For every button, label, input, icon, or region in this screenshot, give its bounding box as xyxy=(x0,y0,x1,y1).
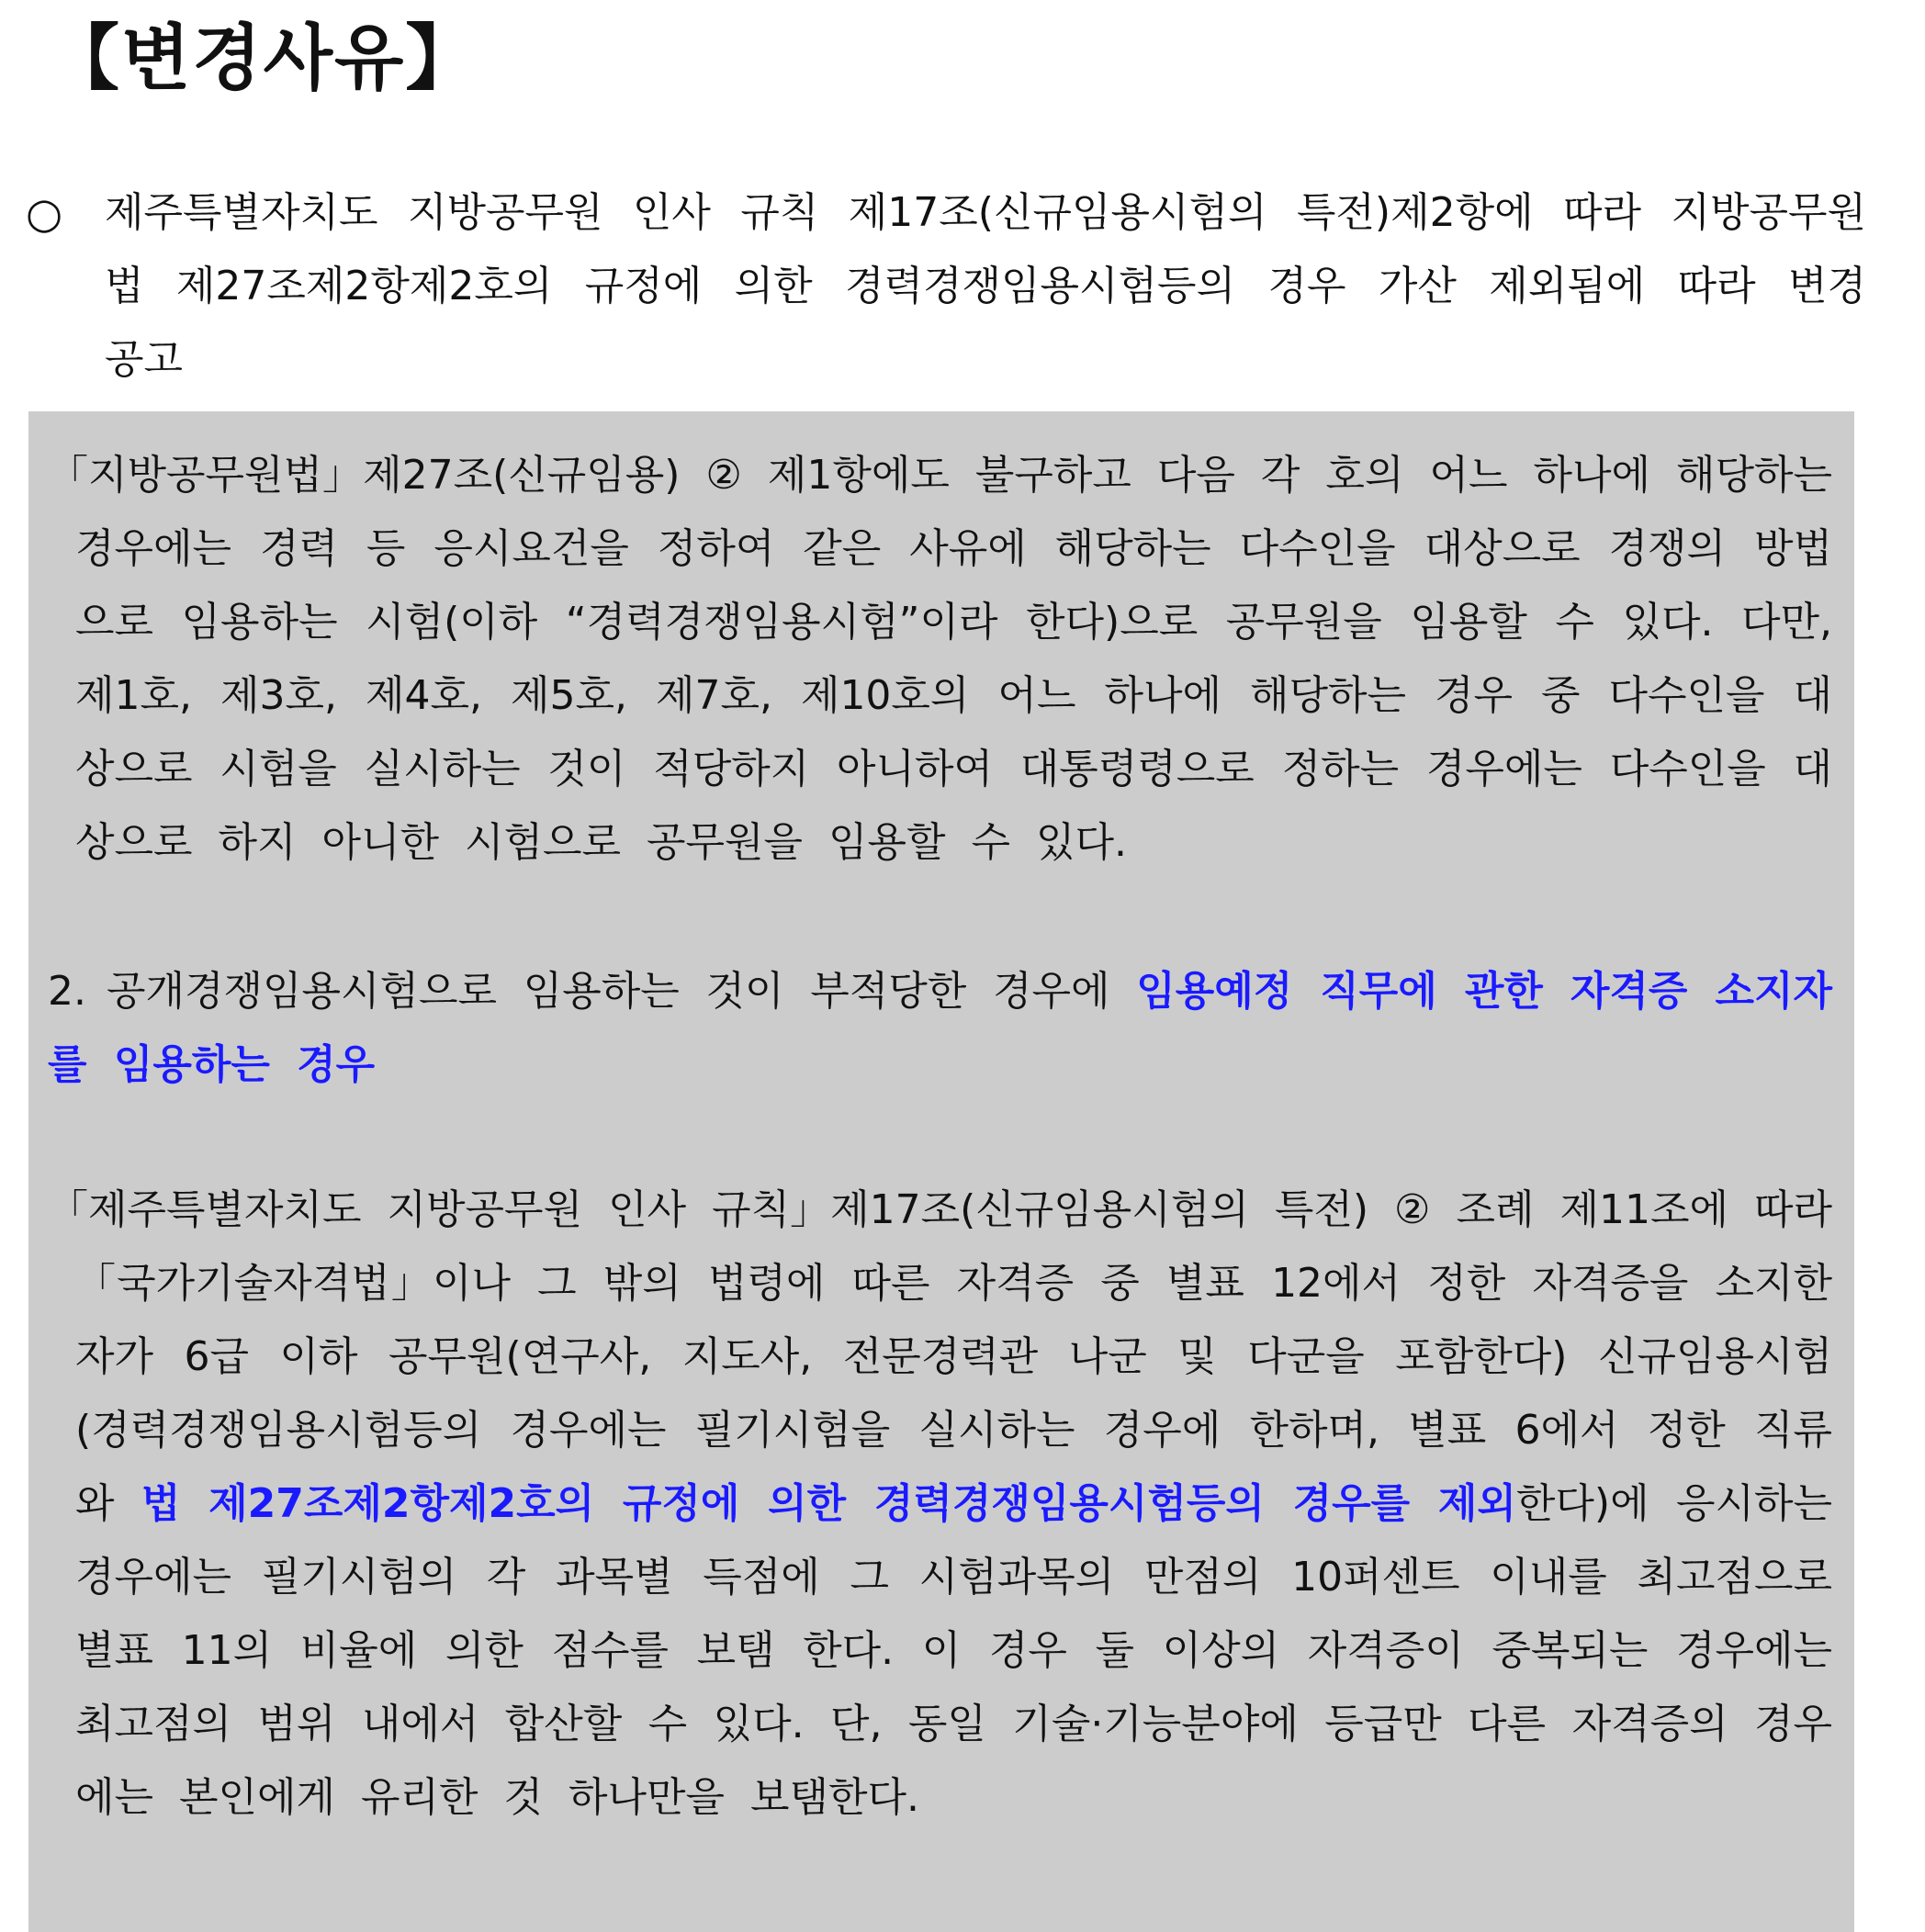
rule-text-before: 「제주특별자치도 지방공무원 인사 규칙」제17조(신규임용시험의 특전) ② 조례 제11조에 따라 「국가기술자격법」이나 그 밖의 법령에 따른 자격증 중 별표 12에서 정한 자격증을 소지한 자가 6급 이하 공무원(연구사, 지도사, 전문경력관 나군 및 다군을 포함한다) 신규임용시험(경력경쟁임용시험등의 경우에는 필기시험을 실시하는 경우에 한하며, 별표 6에서 정한 직류와 xyxy=(48,1186,1832,1527)
law-article-27-text: 「지방공무원법」제27조(신규임용) ② 제1항에도 불구하고 다음 각 호의 어느 하나에 해당하는 경우에는 경력 등 응시요건을 정하여 같은 사유에 해당하는 다수인을 대상으로 경쟁의 방법으로 임용하는 시험(이하 “경력경쟁임용시험”이라 한다)으로 공무원을 임용할 수 있다. 다만, 제1호, 제3호, 제4호, 제5호, 제7호, 제10호의 어느 하나에 해당하는 경우 중 다수인을 대상으로 시험을 실시하는 것이 적당하지 아니하여 대통령령으로 정하는 경우에는 다수인을 대상으로 하지 아니한 시험으로 공무원을 임용할 수 있다. xyxy=(48,452,1833,866)
jeju-rule-article-17 xyxy=(48,1174,1832,1835)
circle-bullet-icon: ○ xyxy=(26,188,63,238)
reason-text: 제주특별자치도 지방공무원 인사 규칙 제17조(신규임용시험의 특전)제2항에 따라 지방공무원법 제27조제2항제2호의 규정에 의한 경력경쟁임용시험등의 경우 가산 제외됨에 따라 변경 공고 xyxy=(105,189,1866,383)
law-article-27 xyxy=(48,439,1833,880)
rule-text-after: 한다)에 응시하는 경우에는 필기시험의 각 과목별 득점에 그 시험과목의 만점의 10퍼센트 이내를 최고점으로 별표 11의 비율에 의한 점수를 보탬 한다. 이 경우 둘 이상의 자격증이 중복되는 경우에는 최고점의 범위 내에서 합산할 수 있다. 단, 동일 기술·기능분야에 등급만 다른 자격증의 경우에는 본인에게 유리한 것 하나만을 보탬한다. xyxy=(75,1480,1832,1821)
item-text: 공개경쟁임용시험으로 임용하는 것이 부적당한 경우에 xyxy=(107,968,1137,1015)
item-number: 2. xyxy=(48,968,86,1015)
item-highlight: 임용예정 직무에 관한 자격증 소지자를 임용하는 경우 xyxy=(48,968,1832,1088)
rule-highlight: 법 제27조제2항제2호의 규정에 의한 경력경쟁임용시험등의 경우를 제외 xyxy=(141,1480,1516,1527)
law-article-27-item-2 xyxy=(48,955,1832,1102)
reason-bullet xyxy=(20,176,1864,406)
page-title: 【변경사유】 xyxy=(48,17,479,100)
